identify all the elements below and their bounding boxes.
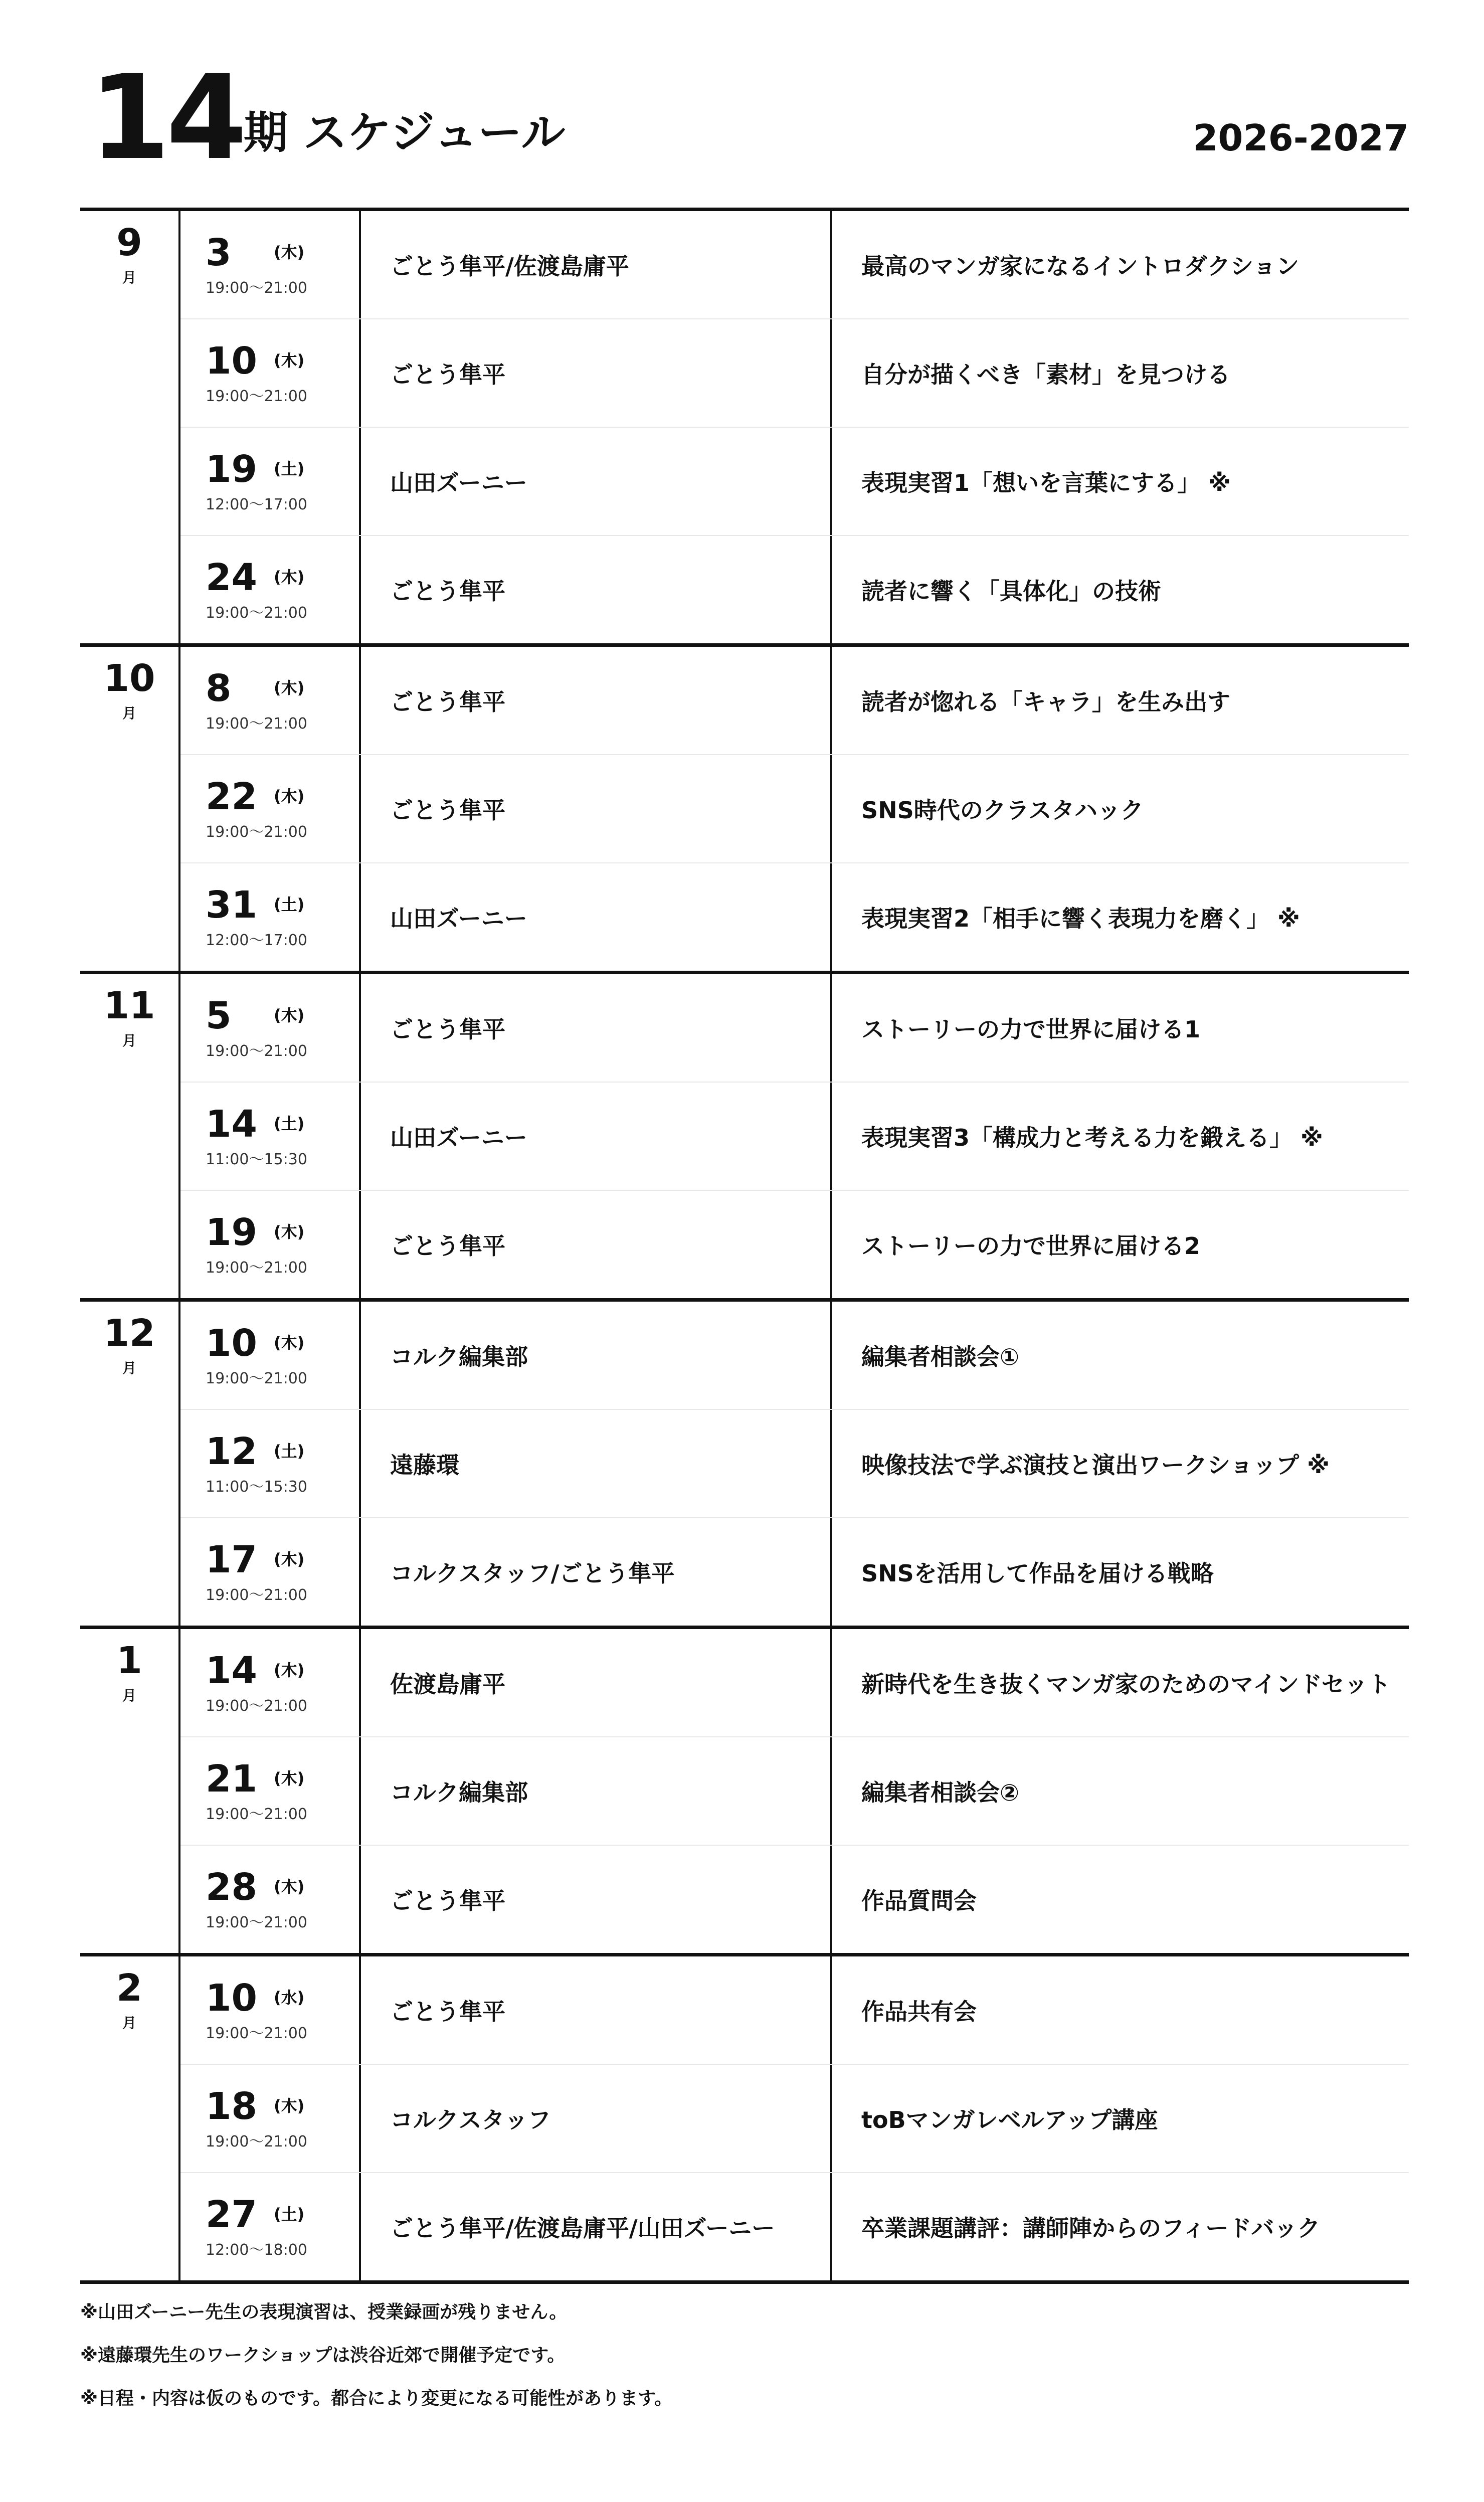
year-range: 2026-2027 — [1193, 117, 1409, 159]
date-cell — [180, 2173, 361, 2280]
session-day: 19 — [206, 1211, 257, 1254]
session-time: 19:00〜21:00 — [206, 2133, 307, 2151]
session-teacher: コルク編集部 — [390, 1343, 528, 1370]
date-cell — [180, 536, 361, 643]
title-cell — [832, 1302, 1409, 1409]
teacher-cell — [361, 1846, 832, 1953]
session-weekday: (木) — [274, 787, 305, 806]
title-cell — [832, 2173, 1409, 2280]
month-number: 12 — [103, 1312, 155, 1355]
title-cell — [832, 1737, 1409, 1845]
title-cell — [832, 863, 1409, 971]
session-title: 表現実習2「相手に響く表現力を磨く」 ※ — [861, 905, 1300, 932]
month-number: 9 — [116, 221, 142, 264]
date-cell — [180, 211, 361, 318]
table-row — [180, 535, 1409, 643]
teacher-cell — [361, 211, 832, 318]
session-weekday: (木) — [274, 1661, 305, 1680]
period-number: 14 — [89, 50, 243, 186]
date-cell — [180, 2065, 361, 2172]
session-title: toBマンガレベルアップ講座 — [861, 2106, 1158, 2133]
session-time: 11:00〜15:30 — [206, 1151, 307, 1168]
session-weekday: (木) — [274, 2096, 305, 2115]
date-cell — [180, 428, 361, 535]
teacher-cell — [361, 319, 832, 427]
month-cell — [80, 647, 180, 971]
month-sessions — [180, 211, 1409, 643]
session-title: 編集者相談会① — [861, 1343, 1019, 1370]
date-cell — [180, 755, 361, 862]
session-day: 8 — [206, 667, 232, 710]
session-day: 17 — [206, 1538, 257, 1581]
title-cell — [832, 1629, 1409, 1736]
table-row — [180, 647, 1409, 754]
session-teacher: ごとう隼平 — [390, 1016, 505, 1043]
teacher-cell — [361, 1956, 832, 2064]
session-time: 19:00〜21:00 — [206, 715, 307, 733]
teacher-cell — [361, 863, 832, 971]
session-day: 10 — [206, 1322, 257, 1365]
session-day: 14 — [206, 1103, 257, 1146]
session-title: 卒業課題講評：講師陣からのフィードバック — [861, 2215, 1321, 2242]
session-title: ストーリーの力で世界に届ける1 — [861, 1016, 1201, 1043]
title-cell — [832, 1956, 1409, 2064]
date-cell — [180, 1410, 361, 1517]
table-row — [180, 1302, 1409, 1409]
month-unit-label: 月 — [122, 269, 136, 286]
month-unit-label: 月 — [122, 1032, 136, 1049]
session-teacher: 山田ズーニー — [390, 905, 527, 932]
table-row — [180, 1082, 1409, 1190]
session-teacher: コルクスタッフ/ごとう隼平 — [390, 1560, 675, 1587]
session-teacher: ごとう隼平 — [390, 1232, 505, 1260]
month-unit-label: 月 — [122, 1360, 136, 1376]
session-time: 11:00〜15:30 — [206, 1478, 307, 1496]
session-weekday: (木) — [274, 678, 305, 697]
session-title: 映像技法で学ぶ演技と演出ワークショップ ※ — [861, 1452, 1330, 1479]
session-time: 19:00〜21:00 — [206, 279, 307, 297]
session-teacher: ごとう隼平 — [390, 688, 505, 716]
teacher-cell — [361, 1083, 832, 1190]
session-title: 作品共有会 — [861, 1998, 977, 2025]
session-title: 作品質問会 — [861, 1887, 977, 1914]
session-day: 21 — [206, 1757, 257, 1801]
session-weekday: (木) — [274, 1769, 305, 1788]
month-cell — [80, 1629, 180, 1953]
session-day: 22 — [206, 775, 257, 818]
month-sessions — [180, 647, 1409, 971]
session-teacher: ごとう隼平/佐渡島庸平 — [390, 253, 629, 280]
session-teacher: コルクスタッフ — [390, 2106, 551, 2133]
session-time: 19:00〜21:00 — [206, 388, 307, 405]
session-weekday: (土) — [274, 459, 305, 478]
teacher-cell — [361, 1191, 832, 1298]
month-cell — [80, 211, 180, 643]
session-title: 表現実習1「想いを言葉にする」 ※ — [861, 469, 1231, 496]
session-day: 31 — [206, 883, 257, 927]
table-row — [180, 974, 1409, 1082]
title-cell — [832, 428, 1409, 535]
session-time: 12:00〜17:00 — [206, 496, 307, 513]
table-row — [180, 754, 1409, 862]
session-time: 19:00〜21:00 — [206, 1806, 307, 1823]
session-time: 19:00〜21:00 — [206, 2025, 307, 2042]
session-title: 読者が惚れる「キャラ」を生み出す — [861, 688, 1230, 716]
session-time: 12:00〜18:00 — [206, 2241, 307, 2259]
footnote: ※遠藤環先生のワークショップは渋谷近郊で開催予定です。 — [80, 2345, 566, 2366]
date-cell — [180, 974, 361, 1082]
date-cell — [180, 1518, 361, 1626]
page-header — [80, 50, 1409, 186]
session-teacher: ごとう隼平 — [390, 1998, 505, 2025]
month-unit-label: 月 — [122, 1687, 136, 1704]
table-row — [180, 1736, 1409, 1845]
title-cell — [832, 1410, 1409, 1517]
date-cell — [180, 1629, 361, 1736]
month-block — [80, 1298, 1409, 1626]
month-block — [80, 971, 1409, 1298]
session-teacher: ごとう隼平 — [390, 797, 505, 824]
month-block — [80, 208, 1409, 643]
session-weekday: (木) — [274, 1006, 305, 1025]
month-sessions — [180, 1629, 1409, 1953]
month-number: 2 — [116, 1967, 142, 2010]
session-title: 読者に響く「具体化」の技術 — [861, 578, 1161, 605]
session-day: 3 — [206, 231, 232, 274]
session-teacher: ごとう隼平 — [390, 361, 505, 388]
title-cell — [832, 211, 1409, 318]
table-row — [180, 1629, 1409, 1736]
date-cell — [180, 1737, 361, 1845]
footnote: ※日程・内容は仮のものです。都合により変更になる可能性があります。 — [80, 2388, 673, 2409]
session-weekday: (木) — [274, 1333, 305, 1352]
session-weekday: (木) — [274, 1877, 305, 1896]
date-cell — [180, 1846, 361, 1953]
session-title: SNSを活用して作品を届ける戦略 — [861, 1560, 1214, 1587]
teacher-cell — [361, 2065, 832, 2172]
month-cell — [80, 974, 180, 1298]
title-cell — [832, 319, 1409, 427]
table-row — [180, 1956, 1409, 2064]
session-day: 12 — [206, 1430, 257, 1473]
month-block — [80, 1626, 1409, 1953]
date-cell — [180, 1956, 361, 2064]
session-time: 19:00〜21:00 — [206, 1697, 307, 1715]
session-weekday: (土) — [274, 2205, 305, 2224]
session-time: 19:00〜21:00 — [206, 1586, 307, 1604]
table-row — [180, 1845, 1409, 1953]
session-time: 12:00〜17:00 — [206, 932, 307, 949]
title-cell — [832, 536, 1409, 643]
teacher-cell — [361, 1302, 832, 1409]
month-block — [80, 643, 1409, 971]
session-title: 表現実習3「構成力と考える力を鍛える」 ※ — [861, 1124, 1323, 1151]
session-title: SNS時代のクラスタハック — [861, 797, 1144, 824]
title-cell — [832, 1518, 1409, 1626]
date-cell — [180, 863, 361, 971]
session-title: 編集者相談会② — [861, 1779, 1019, 1806]
month-block — [80, 1953, 1409, 2284]
teacher-cell — [361, 1410, 832, 1517]
session-teacher: ごとう隼平 — [390, 1887, 505, 1914]
teacher-cell — [361, 974, 832, 1082]
page-title: 期 スケジュール — [244, 107, 566, 158]
title-cell — [832, 2065, 1409, 2172]
session-title: 自分が描くべき「素材」を見つける — [861, 361, 1230, 388]
table-row — [180, 1409, 1409, 1517]
session-teacher: ごとう隼平 — [390, 578, 505, 605]
session-time: 19:00〜21:00 — [206, 1370, 307, 1387]
date-cell — [180, 647, 361, 754]
session-day: 5 — [206, 994, 232, 1037]
session-teacher: 佐渡島庸平 — [390, 1671, 505, 1698]
session-teacher: ごとう隼平/佐渡島庸平/山田ズーニー — [390, 2215, 775, 2242]
session-day: 10 — [206, 1977, 257, 2020]
session-day: 10 — [206, 339, 257, 383]
session-weekday: (土) — [274, 895, 305, 914]
date-cell — [180, 319, 361, 427]
footnote: ※山田ズーニー先生の表現演習は、授業録画が残りません。 — [80, 2302, 568, 2322]
session-weekday: (木) — [274, 1222, 305, 1241]
session-day: 27 — [206, 2193, 257, 2236]
session-teacher: 山田ズーニー — [390, 1124, 527, 1151]
session-time: 19:00〜21:00 — [206, 604, 307, 622]
month-number: 11 — [103, 984, 155, 1027]
table-row — [180, 318, 1409, 427]
teacher-cell — [361, 1737, 832, 1845]
teacher-cell — [361, 1518, 832, 1626]
title-cell — [832, 1846, 1409, 1953]
session-weekday: (水) — [274, 1988, 305, 2007]
session-weekday: (木) — [274, 243, 305, 262]
teacher-cell — [361, 428, 832, 535]
table-row — [180, 1517, 1409, 1626]
table-row — [180, 2172, 1409, 2280]
month-sessions — [180, 974, 1409, 1298]
session-title: 最高のマンガ家になるイントロダクション — [861, 253, 1300, 280]
session-teacher: コルク編集部 — [390, 1779, 528, 1806]
session-title: 新時代を生き抜くマンガ家のためのマインドセット — [861, 1671, 1391, 1698]
session-day: 24 — [206, 556, 257, 599]
session-day: 28 — [206, 1866, 257, 1909]
session-weekday: (木) — [274, 351, 305, 370]
table-row — [180, 427, 1409, 535]
session-title: ストーリーの力で世界に届ける2 — [861, 1232, 1201, 1260]
title-cell — [832, 1083, 1409, 1190]
teacher-cell — [361, 647, 832, 754]
title-cell — [832, 974, 1409, 1082]
date-cell — [180, 1083, 361, 1190]
teacher-cell — [361, 536, 832, 643]
session-weekday: (木) — [274, 1550, 305, 1569]
session-day: 18 — [206, 2085, 257, 2128]
session-teacher: 遠藤環 — [390, 1452, 459, 1479]
session-weekday: (木) — [274, 568, 305, 587]
footnotes — [80, 2301, 1409, 2431]
month-cell — [80, 1302, 180, 1626]
month-number: 1 — [116, 1639, 142, 1682]
month-unit-label: 月 — [122, 2015, 136, 2031]
title-cell — [832, 755, 1409, 862]
session-day: 19 — [206, 448, 257, 491]
month-sessions — [180, 1302, 1409, 1626]
table-row — [180, 211, 1409, 318]
month-unit-label: 月 — [122, 705, 136, 722]
session-time: 19:00〜21:00 — [206, 823, 307, 841]
teacher-cell — [361, 755, 832, 862]
session-time: 19:00〜21:00 — [206, 1259, 307, 1277]
title-cell — [832, 1191, 1409, 1298]
month-sessions — [180, 1956, 1409, 2280]
month-number: 10 — [103, 657, 155, 700]
table-row — [180, 1190, 1409, 1298]
teacher-cell — [361, 2173, 832, 2280]
session-time: 19:00〜21:00 — [206, 1042, 307, 1060]
table-row — [180, 862, 1409, 971]
date-cell — [180, 1302, 361, 1409]
table-row — [180, 2064, 1409, 2172]
title-cell — [832, 647, 1409, 754]
teacher-cell — [361, 1629, 832, 1736]
date-cell — [180, 1191, 361, 1298]
schedule-table — [80, 208, 1409, 2284]
session-weekday: (土) — [274, 1442, 305, 1461]
session-weekday: (土) — [274, 1114, 305, 1133]
session-day: 14 — [206, 1649, 257, 1692]
session-teacher: 山田ズーニー — [390, 469, 527, 496]
session-time: 19:00〜21:00 — [206, 1914, 307, 1931]
month-cell — [80, 1956, 180, 2280]
